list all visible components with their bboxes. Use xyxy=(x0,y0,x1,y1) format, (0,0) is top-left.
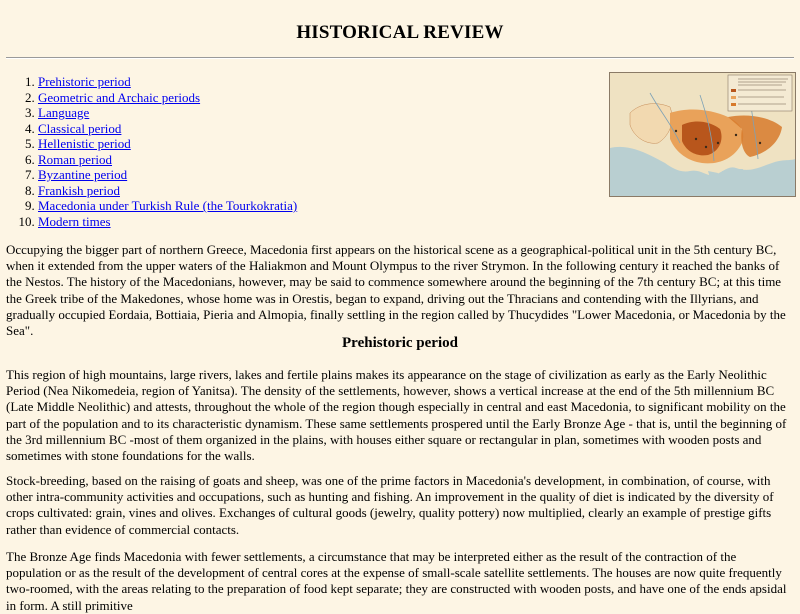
toc-item xyxy=(38,90,297,106)
toc-link[interactable]: Geometric and Archaic periods xyxy=(38,89,201,105)
prehistoric-paragraph-3: The Bronze Age finds Macedonia with fewer settlements, a circumstance that may be interpreted either as the result of the contraction of the population or as the result of the development of central cores at the expense of small-scale satellite settlements. The houses are now quite frequently two-roomed, with the areas relating to the preparation of food kept separate; they are constructed with wooden posts, and have one of the ends apsidal in form. A still primitive xyxy=(6,549,787,613)
toc-link[interactable]: Classical period xyxy=(38,120,122,136)
toc-item xyxy=(38,183,297,199)
title-divider xyxy=(6,57,794,59)
macedonia-map-image xyxy=(609,72,796,197)
toc-link[interactable]: Hellenistic period xyxy=(38,136,131,151)
toc-link[interactable]: Language xyxy=(38,105,90,120)
intro-paragraph: Occupying the bigger part of northern Greece, Macedonia first appears on the historical scene as a geographical-political unit in the 5th century BC, when it extended from the upper waters of the Haliakmon and Mount Olympus to the river Strymon. In the following century it reached the banks of the Nestos. The history of the Macedonians, however, may be said to commence somewhere around the beginning of the 7th century BC; at this time the Greek tribe of the Makedones, whose home was in Orestis, began to expand, driving out the Thracians and contending with the Illyrians, and gradually occupied Eordaia, Bottiaia, Pieria and Almopia, finally settling in the region called by Thucydides "Lower Macedonia, or Macedonia by the Sea". xyxy=(6,242,786,339)
toc-item xyxy=(38,105,297,121)
toc-item xyxy=(38,214,297,230)
prehistoric-paragraph-2: Stock-breeding, based on the raising of goats and sheep, was one of the prime factors in Macedonia's development, in combination, of course, with other intra-community activities and occupations, such as hunting and fishing. An improvement in the quality of diet is indicated by the diversity of crops cultivated: grain, vines and olives. Exchanges of cultural goods (jewelry, quality pottery) now multiplied, clearly an example of prestige gifts rather than evidence of commercial contacts. xyxy=(6,473,774,537)
toc-item xyxy=(38,74,297,90)
toc-item xyxy=(38,121,297,137)
map-graphic xyxy=(610,73,795,196)
toc-link[interactable]: Macedonia under Turkish Rule (the Tourkokratia) xyxy=(38,198,298,213)
map-legend-swatch-core xyxy=(731,89,736,92)
page-title: HISTORICAL REVIEW xyxy=(296,22,504,43)
toc-item xyxy=(38,136,297,152)
toc-link[interactable]: Prehistoric period xyxy=(38,74,131,89)
toc-link[interactable]: Modern times xyxy=(38,213,111,229)
map-legend-swatch-east xyxy=(731,103,736,106)
toc-item xyxy=(38,198,297,214)
toc-item xyxy=(38,152,297,168)
toc-item xyxy=(38,167,297,183)
map-legend-swatch-expansion xyxy=(731,96,736,99)
toc-link[interactable]: Frankish period xyxy=(38,182,120,198)
toc-link[interactable]: Roman period xyxy=(38,151,113,167)
table-of-contents xyxy=(0,74,297,229)
section-heading-prehistoric: Prehistoric period xyxy=(342,335,458,351)
toc-link[interactable]: Byzantine period xyxy=(38,167,128,182)
map-legend xyxy=(728,75,792,111)
prehistoric-paragraph-1: This region of high mountains, large rivers, lakes and fertile plains makes its appearance on the stage of civilization as early as the Early Neolithic Period (Nea Nikomedeia, region of Yanitsa). The density of the settlements, however, shows a vertical increase at the end of the 5th millennium BC (Late Middle Neolithic) and attests, throughout the whole of the region though especially in central and east Macedonia, to significant mobility on the part of the population and to its characteristic dynamism. These same settlements prospered until the Early Bronze Age - that is, until the beginning of the 3rd millennium BC -most of them organized in the plains, with houses either square or rectangular in plan, sometimes with wooden posts and sometimes with stone foundations for the walls. xyxy=(6,367,787,464)
